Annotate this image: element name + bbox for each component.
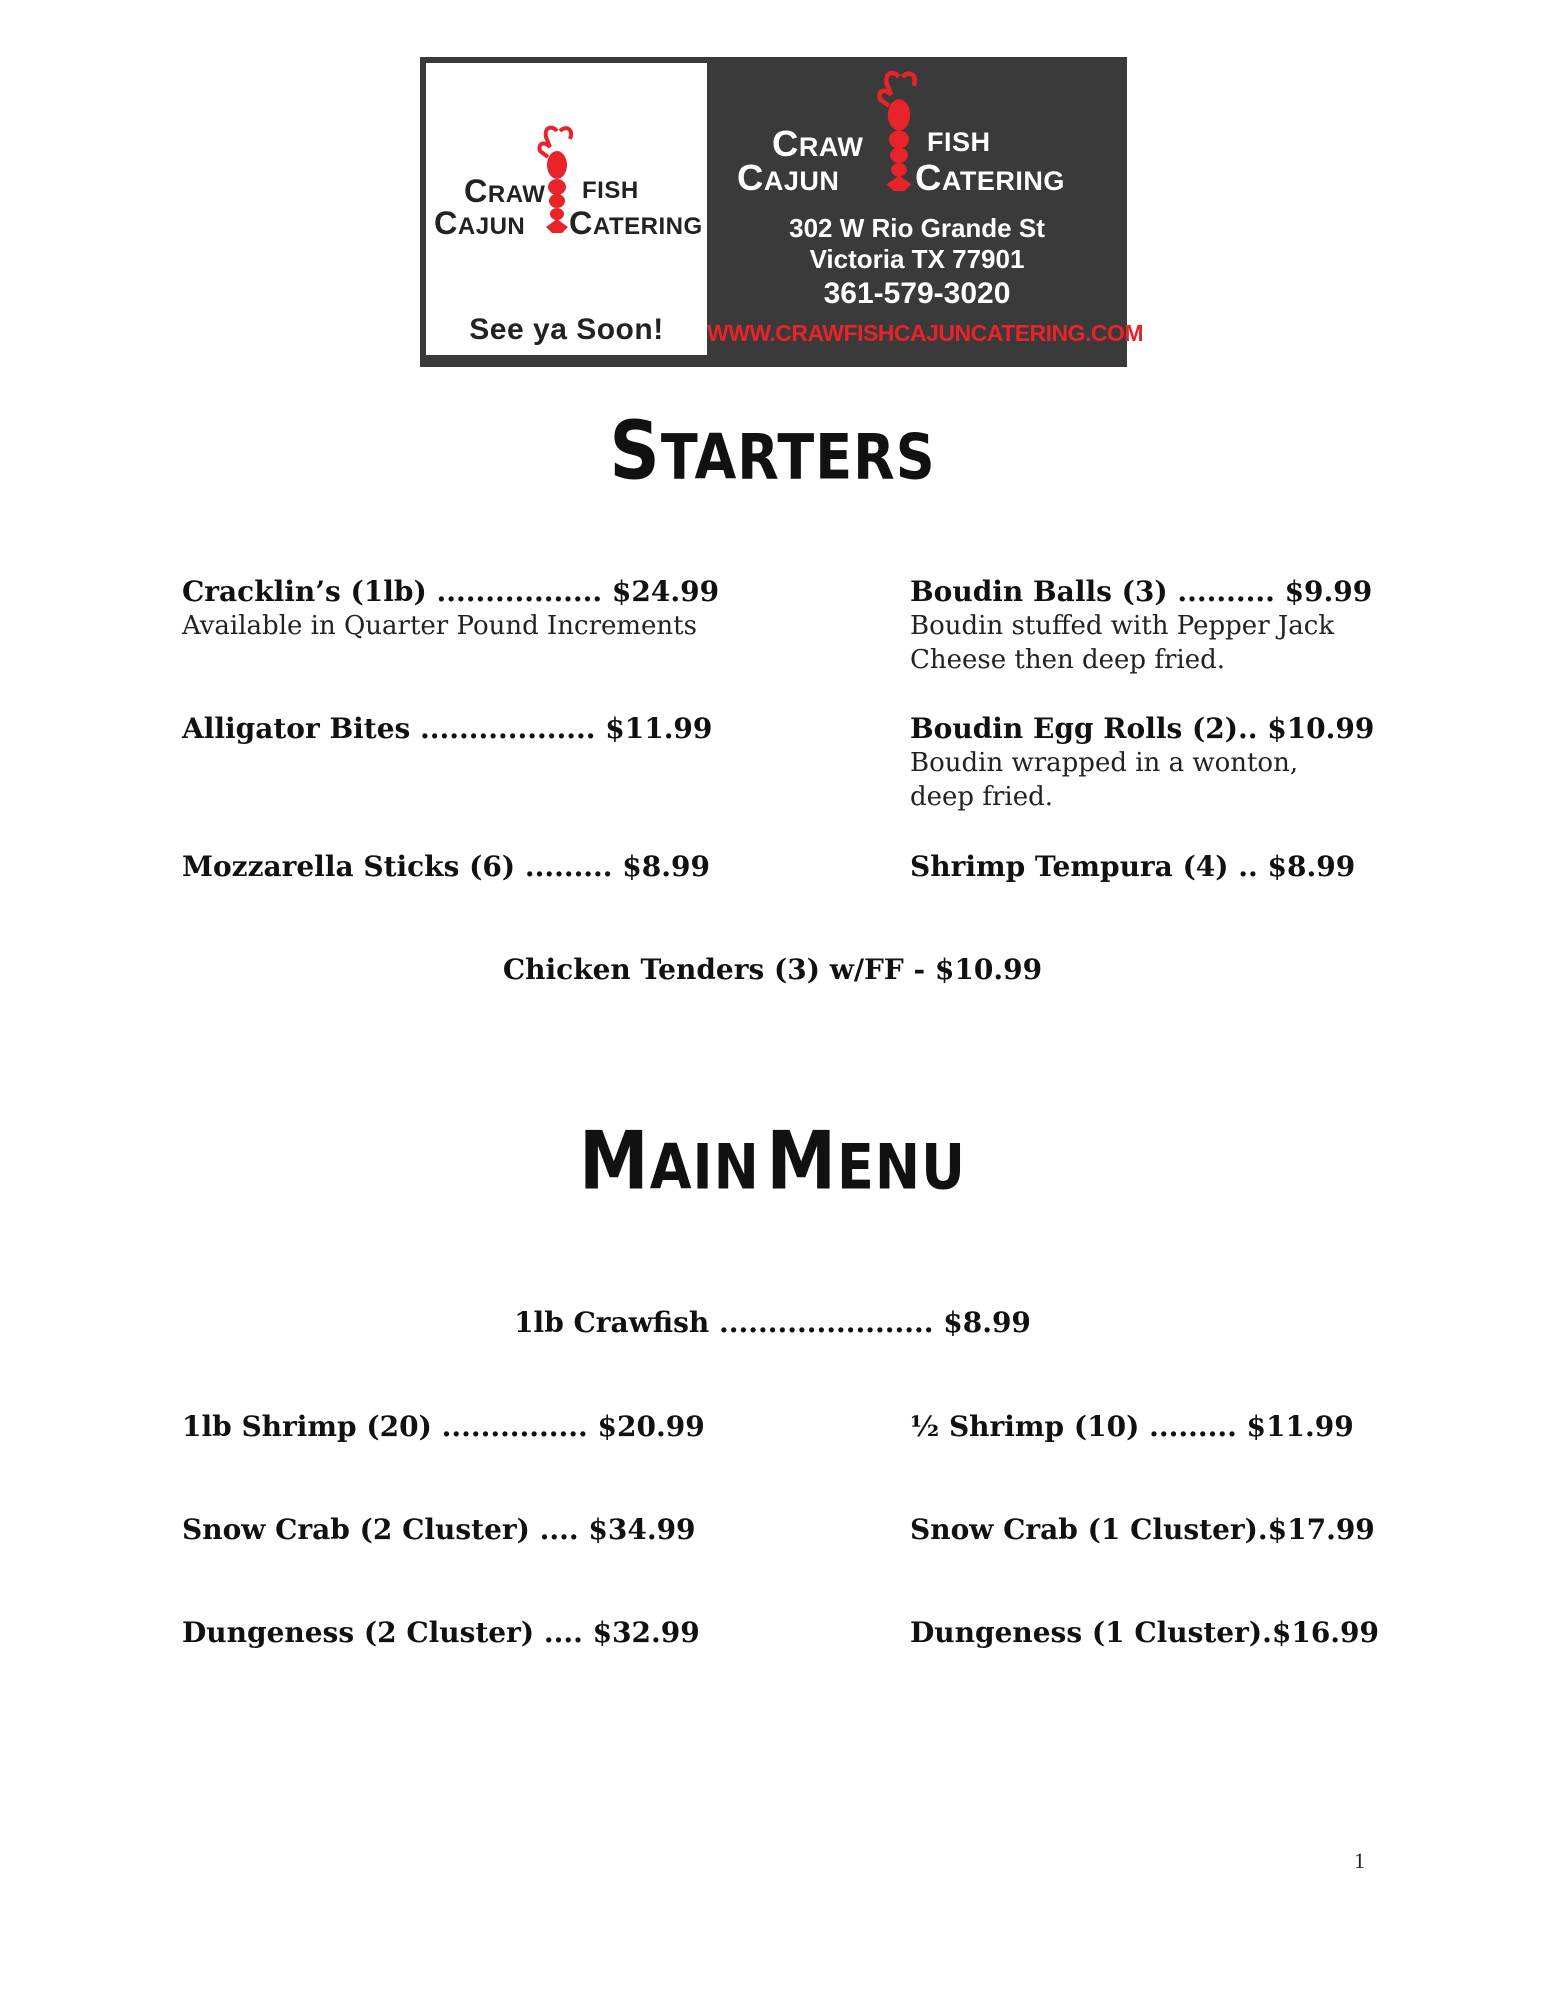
heading-text: AIN [649, 1131, 760, 1204]
logo [434, 123, 704, 243]
logo-cap: C [772, 123, 799, 164]
item-name-price: Chicken Tenders (3) w/FF - $10.99 [502, 953, 1043, 986]
logo-text: AJUN [457, 213, 526, 240]
heading-text: ENU [837, 1131, 966, 1204]
website-link[interactable]: WWW.CRAWFISHCAJUNCATERING.COM [707, 320, 1144, 346]
item-name-price: Boudin Balls (3) .......... $9.99 [910, 575, 1373, 608]
logo-cap: C [737, 157, 764, 198]
item-name-price: Dungeness (1 Cluster).$16.99 [910, 1616, 1380, 1649]
item-name-price: Shrimp Tempura (4) .. $8.99 [910, 850, 1356, 883]
card-contact-panel [707, 57, 1144, 367]
menu-item-crawfish [0, 1306, 1545, 1340]
item-name-price: Snow Crab (1 Cluster).$17.99 [910, 1513, 1375, 1546]
starters-heading [0, 404, 1545, 498]
item-name-price: Cracklin’s (1lb) ................. $24.99 [182, 575, 720, 608]
heading-cap: S [609, 403, 661, 499]
heading-cap: M [766, 1113, 838, 1209]
logo-text: ATERING [941, 166, 1065, 196]
logo-text: AJUN [763, 166, 840, 196]
logo-word-cajun [737, 157, 839, 199]
business-card-banner [420, 57, 1144, 367]
logo-cap: C [915, 157, 942, 198]
menu-item-boudin-egg-rolls [910, 712, 1374, 814]
item-name-price: Boudin Egg Rolls (2).. $10.99 [910, 712, 1375, 745]
logo [737, 65, 1067, 198]
logo-word-fish: FISH [582, 177, 639, 204]
item-name-price: Mozzarella Sticks (6) ......... $8.99 [182, 850, 710, 883]
item-name-price: ½ Shrimp (10) ......... $11.99 [910, 1410, 1354, 1443]
logo-text: RAW [487, 181, 546, 208]
item-description: Boudin stuffed with Pepper Jack [910, 611, 1335, 641]
logo-word-fish: FISH [927, 127, 991, 157]
menu-item-cracklins [182, 575, 719, 643]
item-description: Cheese then deep fried. [910, 645, 1225, 675]
menu-item-chicken-tenders [0, 953, 1545, 987]
logo-cap: C [569, 205, 593, 241]
item-description: Boudin wrapped in a wonton, [910, 748, 1299, 778]
item-name-price: Snow Crab (2 Cluster) .... $34.99 [182, 1513, 696, 1546]
crawfish-icon [532, 123, 582, 243]
menu-item-shrimp-tempura [910, 850, 1355, 884]
menu-item-alligator-bites [182, 712, 712, 746]
address-line-1: 302 W Rio Grande St [789, 213, 1045, 243]
phone-number: 361-579-3020 [823, 277, 1011, 310]
item-name-price: Alligator Bites .................. $11.99 [182, 712, 713, 745]
item-name-price: 1lb Shrimp (20) ............... $20.99 [182, 1410, 705, 1443]
menu-item-snow-crab-2 [182, 1513, 696, 1547]
address-line-2: Victoria TX 77901 [809, 244, 1025, 274]
menu-item-shrimp-1lb [182, 1410, 705, 1444]
item-name-price: Dungeness (2 Cluster) .... $32.99 [182, 1616, 700, 1649]
menu-item-snow-crab-1 [910, 1513, 1375, 1547]
logo-cap: C [434, 205, 458, 241]
crawfish-icon [871, 65, 927, 205]
logo-text: ATERING [592, 213, 703, 240]
item-description: deep fried. [910, 782, 1053, 812]
heading-cap: M [579, 1113, 650, 1209]
main-menu-heading [0, 1114, 1545, 1208]
menu-item-dungeness-2 [182, 1616, 700, 1650]
tagline: See ya Soon! [469, 313, 664, 346]
page-number: 1 [1354, 1848, 1365, 1873]
menu-item-shrimp-half [910, 1410, 1354, 1444]
logo-cap: C [464, 173, 488, 209]
heading-text: TARTERS [660, 421, 936, 494]
item-description: Available in Quarter Pound Increments [182, 611, 697, 641]
logo-text: RAW [798, 132, 864, 162]
menu-item-boudin-balls [910, 575, 1372, 677]
logo-word-catering [915, 157, 1065, 199]
logo-word-catering [569, 205, 703, 242]
menu-item-mozzarella-sticks [182, 850, 710, 884]
card-logo-panel [426, 63, 707, 355]
menu-item-dungeness-1 [910, 1616, 1379, 1650]
logo-word-cajun [434, 205, 525, 242]
item-name-price: 1lb Crawfish ...................... $8.99 [514, 1306, 1031, 1339]
